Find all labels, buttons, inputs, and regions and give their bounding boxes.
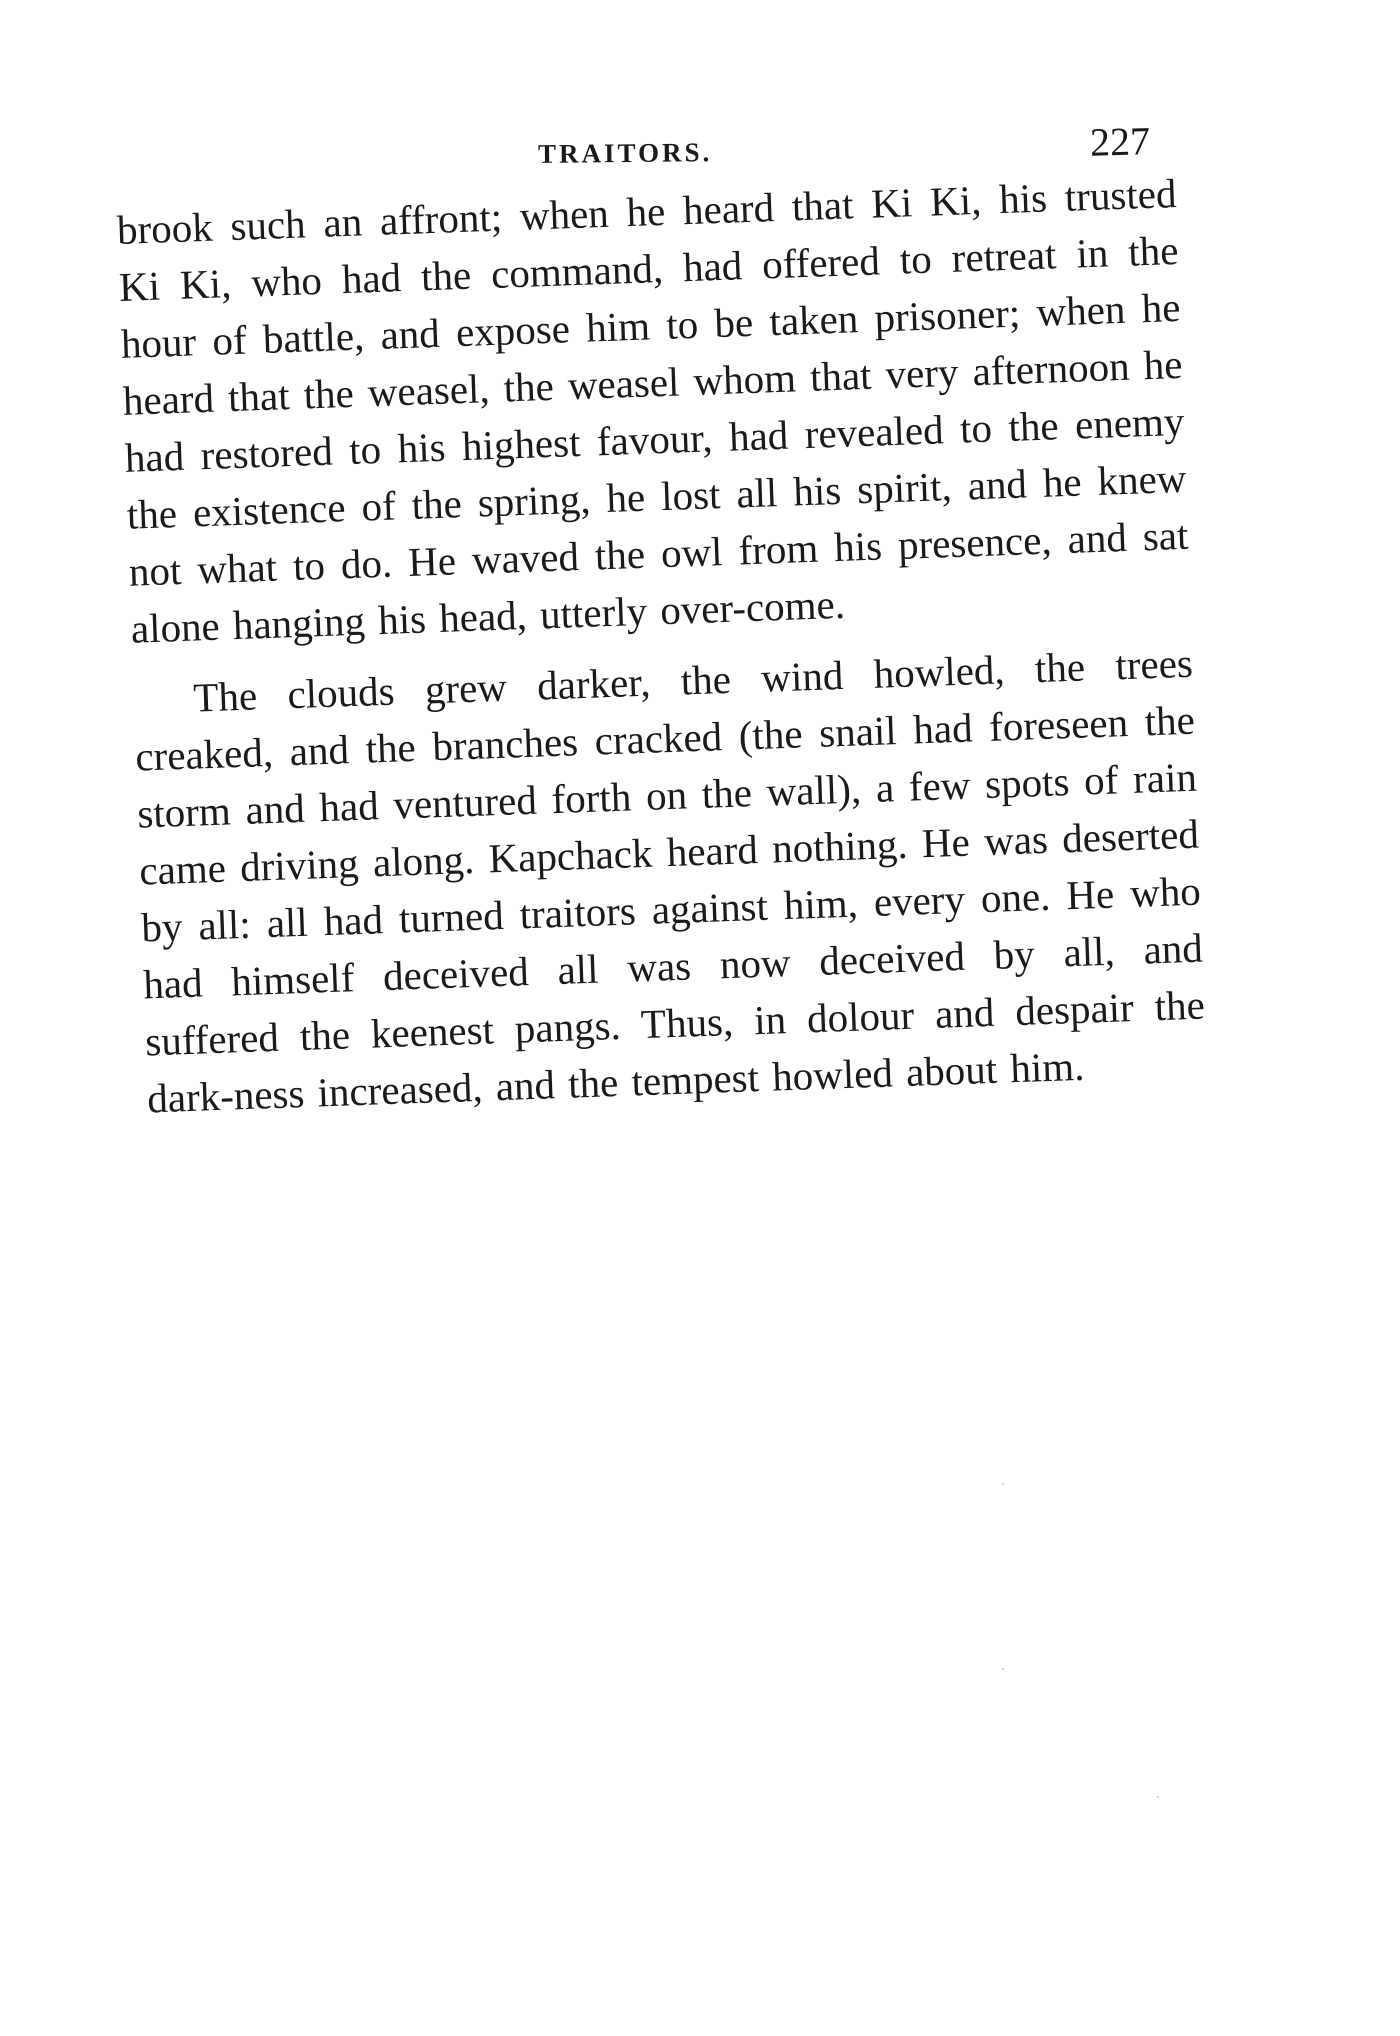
paragraph: The clouds grew darker, the wind howled, the trees creaked, and the branches cracked (the snail had foreseen the storm and had ventured forth on the wall), a few spots of rain came driving along. Kapchack heard nothing. He was deserted by all: all had turned traitors against him, every one. He who had himself deceived all was now deceived by all, and suffered the keenest pangs. Thus, in dolour and despair the dark-ness increased, and the tempest howled about him. bbox=[134, 639, 1206, 1122]
paper-speck bbox=[1157, 1796, 1159, 1798]
body-text bbox=[116, 165, 1208, 1127]
paper-speck bbox=[1002, 1668, 1004, 1670]
paragraph: brook such an affront; when he heard that Ki Ki, his trusted Ki Ki, who had the command, had offered to retreat in the hour of battle, and expose him to be taken prisoner; when he heard that the weasel, the weasel whom that very afternoon he had restored to his highest favour, had revealed to the enemy the existence of the spring, he lost all his spirit, and he knew not what to do. He waved the owl from his presence, and sat alone hanging his head, utterly over-come. bbox=[116, 170, 1190, 652]
running-title: TRAITORS. bbox=[537, 137, 713, 169]
page-number: 227 bbox=[1089, 118, 1151, 165]
paper-speck bbox=[1002, 1483, 1004, 1485]
running-head bbox=[0, 118, 1400, 178]
